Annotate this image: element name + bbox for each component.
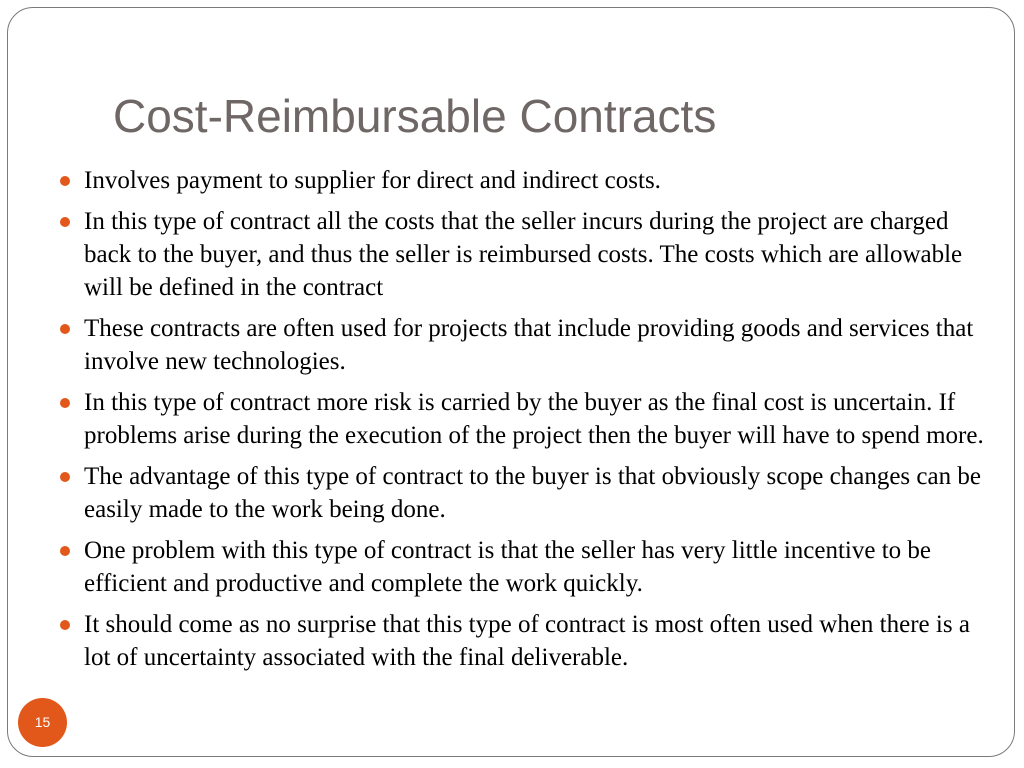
bullet-item xyxy=(60,205,990,304)
slide-number-badge: 15 xyxy=(18,698,67,747)
bullet-item xyxy=(60,164,990,197)
bullet-dot-icon xyxy=(60,546,70,556)
slide-title: Cost-Reimbursable Contracts xyxy=(113,90,717,142)
bullet-text: It should come as no surprise that this type of contract is most often used when there is a lot of uncertainty associated with the final deliverable. xyxy=(84,611,970,671)
bullet-item xyxy=(60,460,990,526)
bullet-text: In this type of contract all the costs that the seller incurs during the project are charged back to the buyer, and thus the seller is reimbursed costs. The costs which are allowable will be defined in the contract xyxy=(84,208,963,301)
bullet-item xyxy=(60,534,990,600)
bullet-dot-icon xyxy=(60,472,70,482)
bullet-dot-icon xyxy=(60,398,70,408)
bullet-text: These contracts are often used for projects that include providing goods and services that involve new technologies. xyxy=(84,315,974,375)
bullet-text: In this type of contract more risk is carried by the buyer as the final cost is uncertain. If problems arise during the execution of the project then the buyer will have to spend more. xyxy=(84,389,984,449)
bullet-text: Involves payment to supplier for direct and indirect costs. xyxy=(84,167,661,194)
bullet-dot-icon xyxy=(60,217,70,227)
bullet-dot-icon xyxy=(60,324,70,334)
bullet-text: One problem with this type of contract is that the seller has very little incentive to be efficient and productive and complete the work quickly. xyxy=(84,537,931,597)
bullet-item xyxy=(60,386,990,452)
bullet-list xyxy=(60,164,990,682)
bullet-dot-icon xyxy=(60,620,70,630)
bullet-item xyxy=(60,608,990,674)
bullet-dot-icon xyxy=(60,176,70,186)
bullet-text: The advantage of this type of contract to the buyer is that obviously scope changes can be easily made to the work being done. xyxy=(84,463,981,523)
bullet-item xyxy=(60,312,990,378)
